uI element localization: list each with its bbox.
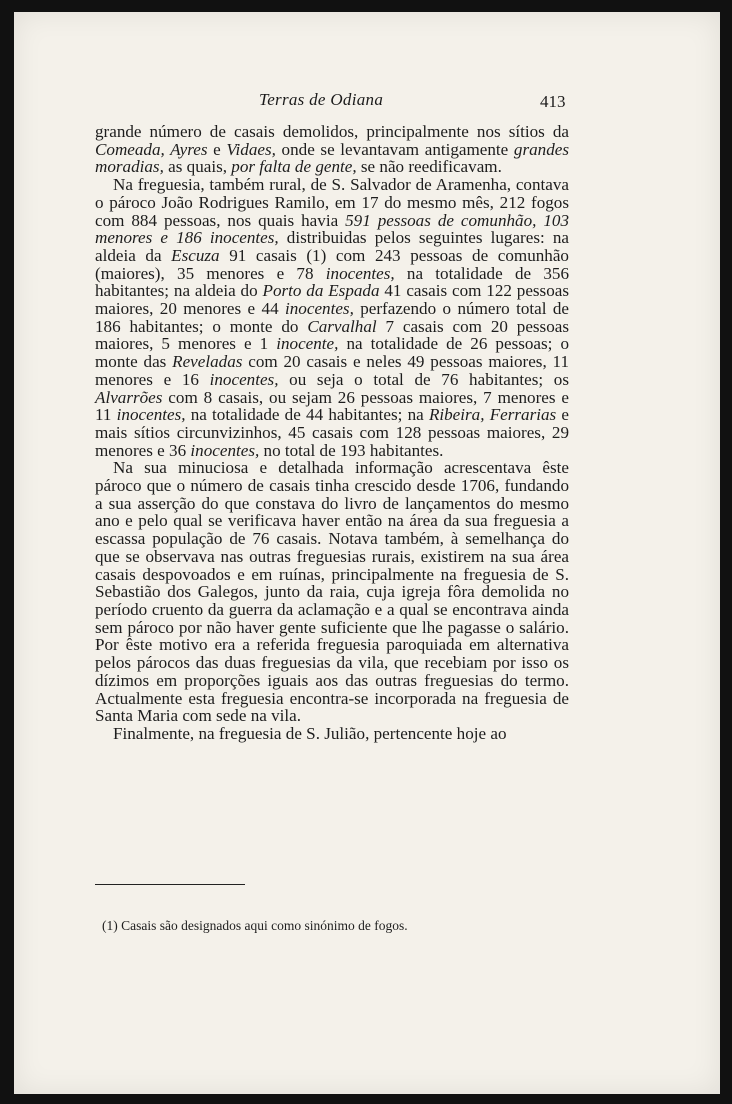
italic-term: inocente,: [276, 334, 339, 354]
italic-term: Ribeira, Ferrarias: [428, 405, 557, 425]
text-run: 7 casais com 20 pessoas maiores, 5 menores e 1: [95, 316, 569, 354]
text-run: Finalmente, na freguesia de S. Julião, pertencente hoje ao: [113, 723, 507, 743]
body-text: [95, 123, 569, 743]
text-run: no total de 193 habitantes.: [259, 440, 444, 460]
text-run: ou seja o total de 76 habitantes; os: [278, 369, 569, 389]
text-run: na totalidade de 356 habitantes; na aldeia do: [95, 263, 569, 301]
text-run: perfazendo o número total de 186 habitantes; o monte do: [95, 299, 569, 336]
page-header: [14, 90, 720, 114]
paragraph-4: [95, 725, 569, 743]
paragraph-1: [95, 123, 569, 176]
text-run: Na sua minuciosa e detalhada informação acrescentava êste pároco que o número de casais tinha crescido desde 1706, fundando a sua asserção do que constava do livro de lançamentos do mesmo ano e pelo qual se verificava haver então na área da sua freguesia a escassa população de 76 casais. Notava também, à semelhança do que se observava nas outras freguesias rurais, existirem na sua área casais despovoados e em ruínas, principalmente na freguesia de S. Sebastião dos Galegos, junto da raia, cuja igreja fôra demolida no período cruento da guerra da aclamação e a qual se encontrava ainda sem pároco por não haver gente suficiente que lhe pagasse o salário. Por êste motivo era a referida freguesia paroquiada em alternativa pelos párocos das duas freguesias da vila, que recebiam por isso os dízimos em proporções iguais aos das outras freguesias do termo. Actualmente esta freguesia encontra-se incorporada na freguesia de Santa Maria com sede na vila.: [95, 458, 569, 726]
text-run: 91 casais (1) com 243 pessoas de comunhão (maiores), 35 menores e 78: [95, 245, 569, 283]
text-run: distribuidas pelos seguintes lugares: na aldeia da: [95, 228, 569, 265]
italic-term: Escuza: [171, 245, 220, 265]
italic-term: Alvarrões: [95, 387, 163, 407]
text-run: se não reedificavam.: [356, 157, 502, 177]
page-number: 413: [540, 92, 566, 111]
italic-term: 591 pessoas de comunhão, 103 menores e 186 inocentes,: [95, 210, 569, 248]
text-run: grande número de casais demolidos, principalmente nos sítios da: [95, 122, 569, 141]
italic-term: Vidaes,: [226, 139, 276, 159]
running-title: Terras de Odiana: [259, 90, 384, 109]
text-run: Na freguesia, também rural, de S. Salvador de Aramenha, contava o pároco João Rodrigues Ramilo, em 17 do mesmo mês, 212 fogos com 884 pessoas, nos quais havia: [95, 175, 569, 230]
italic-term: Reveladas: [172, 352, 243, 372]
italic-term: grandes moradias,: [95, 139, 570, 177]
book-page: [14, 12, 720, 1094]
footnote: (1) Casais são designados aqui como sinónimo de fogos.: [102, 918, 408, 933]
text-run: na totalidade de 44 habitantes; na: [185, 405, 429, 425]
paragraph-3: [95, 459, 569, 725]
italic-term: Porto da Espada: [262, 281, 380, 301]
italic-term: por falta de gente,: [231, 157, 357, 177]
italic-term: Comeada, Ayres: [95, 139, 208, 159]
italic-term: inocentes,: [116, 405, 186, 425]
text-run: e: [207, 139, 227, 159]
italic-term: inocentes,: [209, 369, 279, 389]
italic-term: Carvalhal: [307, 316, 377, 336]
italic-term: inocentes,: [285, 299, 354, 319]
text-run: 41 casais com 122 pessoas maiores, 20 menores e 44: [95, 281, 569, 319]
text-run: as quais,: [163, 157, 232, 177]
italic-term: inocentes,: [325, 263, 395, 283]
text-run: onde se levantavam antigamente: [275, 139, 514, 159]
footnote-divider: [95, 884, 245, 885]
text-run: com 20 casais e neles 49 pessoas maiores, 11 menores e 16: [95, 352, 569, 389]
paragraph-2: [95, 176, 569, 459]
italic-term: inocentes,: [190, 440, 260, 460]
text-run: e mais sítios circunvizinhos, 45 casais com 128 pessoas maiores, 29 menores e 36: [95, 405, 569, 460]
text-run: na totalidade de 26 pessoas; o monte das: [95, 334, 570, 372]
text-run: com 8 casais, ou sejam 26 pessoas maiores, 7 menores e 11: [95, 387, 569, 425]
